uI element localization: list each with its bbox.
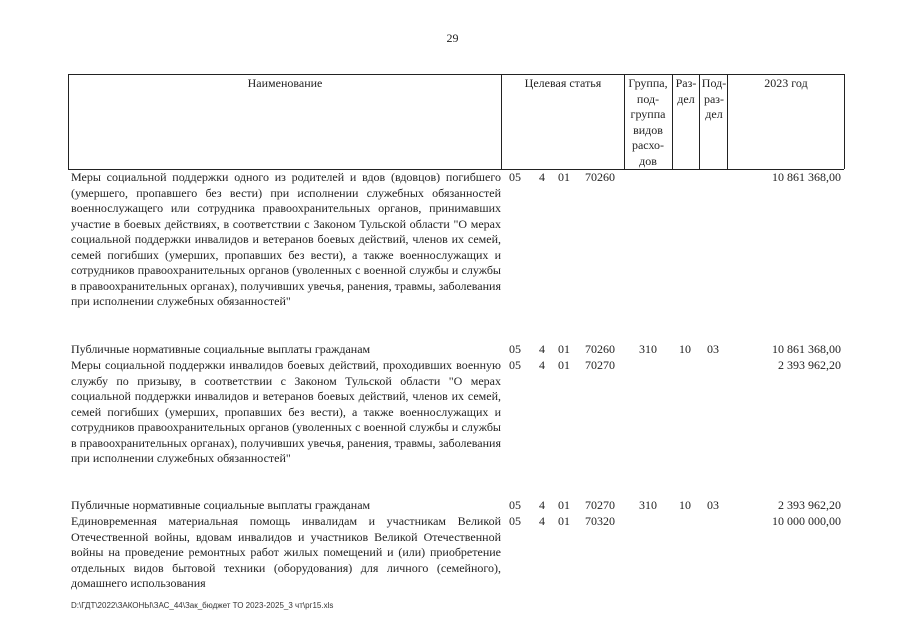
row-name: Меры социальной поддержки одного из родителей и вдов (вдовцов) погибшего (умершего, пропавшего без вести) при исполнении служебных обязанностей военнослужащего или сотрудника правоохранительных органов, принимавших участие в боевых действиях, в соответствии с Законом Тульской области "О мерах социальной поддержки инвалидов и ветеранов боевых действий, членов их семей, семей погибших (умерших, пропавших без вести), а также военнослужащих и сотрудников правоохранительных органов (уволенных с военной службы и службы в правоохранительных органах), получивших увечья, ранения, травмы, заболевания при исполнении служебных обязанностей" <box>71 170 501 308</box>
column-divider <box>699 74 700 169</box>
row-name: Меры социальной поддержки инвалидов боевых действий, проходивших военную службу по призыву, в соответствии с Законом Тульской области "О мерах социальной поддержки инвалидов и ветеранов боевых действий, членов их семей, семей погибших (умерших, пропавших без вести), а также военнослужащих и сотрудников правоохранительных органов (уволенных с военной службы и службы в правоохранительных органах), получивших увечья, ранения, травмы, заболевания при исполнении служебных обязанностей" <box>71 358 501 465</box>
row-subsection: 03 <box>707 342 719 356</box>
code-3: 01 <box>558 342 570 356</box>
row-section: 10 <box>679 342 691 356</box>
code-4: 70260 <box>585 170 615 184</box>
code-2: 4 <box>539 342 545 356</box>
code-4: 70260 <box>585 342 615 356</box>
code-1: 05 <box>509 358 521 372</box>
code-4: 70270 <box>585 498 615 512</box>
row-name: Публичные нормативные социальные выплаты гражданам <box>71 342 371 356</box>
row-section: 10 <box>679 498 691 512</box>
row-name: Единовременная материальная помощь инвалидам и участникам Великой Отечественной войны, вдовам инвалидов и участников Великой Отечественной войны на проведение ремонтных работ жилых помещений и (или) приобретение отдельных видов бытовой техники (оборудования) для личного (семейного), домашнего использования <box>71 514 501 590</box>
row-group: 310 <box>639 498 657 512</box>
header-subsection: Под- раз- дел <box>701 76 727 122</box>
file-path-footer: D:\ГДТ\2022\ЗАКОНЫ\ЗАС_44\Зак_бюджет ТО 2023-2025_3 чт\рг15.xls <box>71 601 334 610</box>
row-name: Публичные нормативные социальные выплаты гражданам <box>71 498 371 512</box>
column-divider <box>624 74 625 169</box>
page-number: 29 <box>446 31 459 45</box>
code-3: 01 <box>558 170 570 184</box>
code-1: 05 <box>509 498 521 512</box>
header-target-article: Целевая статья <box>524 76 602 90</box>
header-name: Наименование <box>247 76 323 90</box>
header-group: Группа, под- группа видов расхо- дов <box>628 76 668 168</box>
code-3: 01 <box>558 498 570 512</box>
row-amount: 2 393 962,20 <box>778 498 841 512</box>
header-section: Раз- дел <box>675 76 697 106</box>
code-3: 01 <box>558 358 570 372</box>
header-year: 2023 год <box>764 76 808 90</box>
code-1: 05 <box>509 342 521 356</box>
row-amount: 10 861 368,00 <box>772 342 841 356</box>
code-4: 70320 <box>585 514 615 528</box>
row-group: 310 <box>639 342 657 356</box>
code-2: 4 <box>539 514 545 528</box>
code-2: 4 <box>539 498 545 512</box>
row-amount: 2 393 962,20 <box>778 358 841 372</box>
column-divider <box>844 74 845 169</box>
row-amount: 10 000 000,00 <box>772 514 841 528</box>
code-1: 05 <box>509 514 521 528</box>
code-3: 01 <box>558 514 570 528</box>
code-2: 4 <box>539 358 545 372</box>
row-amount: 10 861 368,00 <box>772 170 841 184</box>
row-subsection: 03 <box>707 498 719 512</box>
code-2: 4 <box>539 170 545 184</box>
code-1: 05 <box>509 170 521 184</box>
code-4: 70270 <box>585 358 615 372</box>
